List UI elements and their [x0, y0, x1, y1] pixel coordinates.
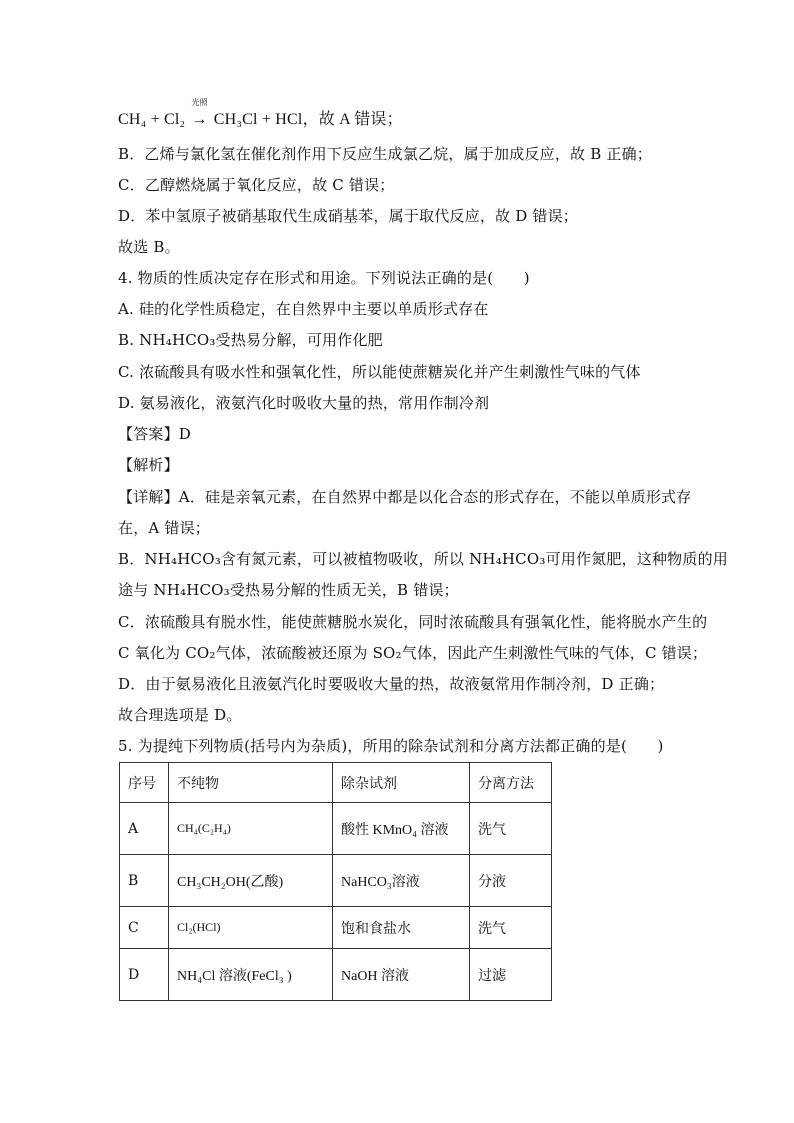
table-row [120, 803, 552, 855]
header-cell: 除杂试剂 [333, 763, 470, 803]
reaction-arrow: 光照 → [191, 98, 208, 128]
q5-stem: 5. 为提纯下列物质(括号内为杂质)，所用的除杂试剂和分离方法都正确的是( ) [118, 737, 664, 755]
q4-analysis-b-line1: B．NH₄HCO₃含有氮元素，可以被植物吸收，所以 NH₄HCO₃可用作氮肥，这种物质的用 [118, 550, 728, 568]
q3-analysis-b: B．乙烯与氯化氢在催化剂作用下反应生成氯乙烷，属于加成反应，故 B 正确； [118, 145, 652, 163]
reaction-condition: 光照 [191, 98, 208, 107]
q4-analysis-c-line2: C 氧化为 CO₂气体，浓硫酸被还原为 SO₂气体，因此产生刺激性气味的气体，C 错误； [118, 644, 708, 662]
table-cell: 酸性 KMnO₄ 溶液 [333, 803, 470, 855]
q4-analysis-a-line1: 【详解】A．硅是亲氧元素，在自然界中都是以化合态的形式存在，不能以单质形式存 [118, 488, 692, 506]
header-cell: 不纯物 [169, 763, 333, 803]
q4-analysis-d: D．由于氨易液化且液氨汽化时要吸收大量的热，故液氨常用作制冷剂，D 正确； [118, 675, 665, 693]
q4-option-d: D. 氨易液化，液氨汽化时吸收大量的热，常用作制冷剂 [118, 394, 490, 412]
q4-stem: 4. 物质的性质决定存在形式和用途。下列说法正确的是( ) [118, 269, 530, 287]
q4-option-b: B. NH₄HCO₃受热易分解，可用作化肥 [118, 331, 383, 349]
table-cell: 饱和食盐水 [333, 907, 470, 949]
reaction-conclusion: ，故 A 错误； [302, 111, 403, 128]
table-cell: 分液 [470, 855, 552, 907]
q4-option-c: C. 浓硫酸具有吸水性和强氧化性，所以能使蔗糖炭化并产生刺激性气味的气体 [118, 363, 641, 381]
table-cell: NH₄Cl 溶液(FeCl₃ ) [169, 949, 333, 1001]
table-header-row [120, 763, 552, 803]
table-cell: C [120, 907, 169, 949]
table-cell: CH₃CH₂OH(乙酸) [169, 855, 333, 907]
table-cell: 过滤 [470, 949, 552, 1001]
table-cell: B [120, 855, 169, 907]
table-cell: NaOH 溶液 [333, 949, 470, 1001]
table-row [120, 907, 552, 949]
q4-analysis-c-line1: C．浓硫酸具有脱水性，能使蔗糖脱水炭化，同时浓硫酸具有强氧化性，能将脱水产生的 [118, 613, 708, 631]
q4-analysis-b-line2: 途与 NH₄HCO₃受热易分解的性质无关，B 错误； [118, 581, 459, 599]
table-cell: 洗气 [470, 907, 552, 949]
reaction-reactants: CH₄ + Cl₂ [118, 111, 186, 128]
reaction-products: CH₃Cl + HCl [213, 111, 303, 128]
table-cell: Cl₂(HCl) [169, 907, 333, 949]
q3-analysis-d: D．苯中氢原子被硝基取代生成硝基苯，属于取代反应，故 D 错误； [118, 207, 578, 225]
table-cell: D [120, 949, 169, 1001]
q3-analysis-c: C．乙醇燃烧属于氧化反应，故 C 错误； [118, 176, 395, 194]
q4-answer: 【答案】D [118, 425, 192, 443]
table-cell: CH₄(C₂H₄) [169, 803, 333, 855]
header-cell: 序号 [120, 763, 169, 803]
table-row [120, 855, 552, 907]
header-cell: 分离方法 [470, 763, 552, 803]
table-cell: A [120, 803, 169, 855]
q5-table [119, 762, 552, 1001]
table-cell: 洗气 [470, 803, 552, 855]
q3-conclusion: 故选 B。 [118, 238, 180, 256]
table-cell: NaHCO₃溶液 [333, 855, 470, 907]
reaction-equation-line [118, 98, 403, 130]
q4-conclusion: 故合理选项是 D。 [118, 706, 242, 724]
table-row [120, 949, 552, 1001]
q4-option-a: A. 硅的化学性质稳定，在自然界中主要以单质形式存在 [118, 300, 489, 318]
q4-analysis-a-line2: 在，A 错误； [118, 519, 211, 537]
q4-analysis-heading: 【解析】 [118, 456, 179, 474]
